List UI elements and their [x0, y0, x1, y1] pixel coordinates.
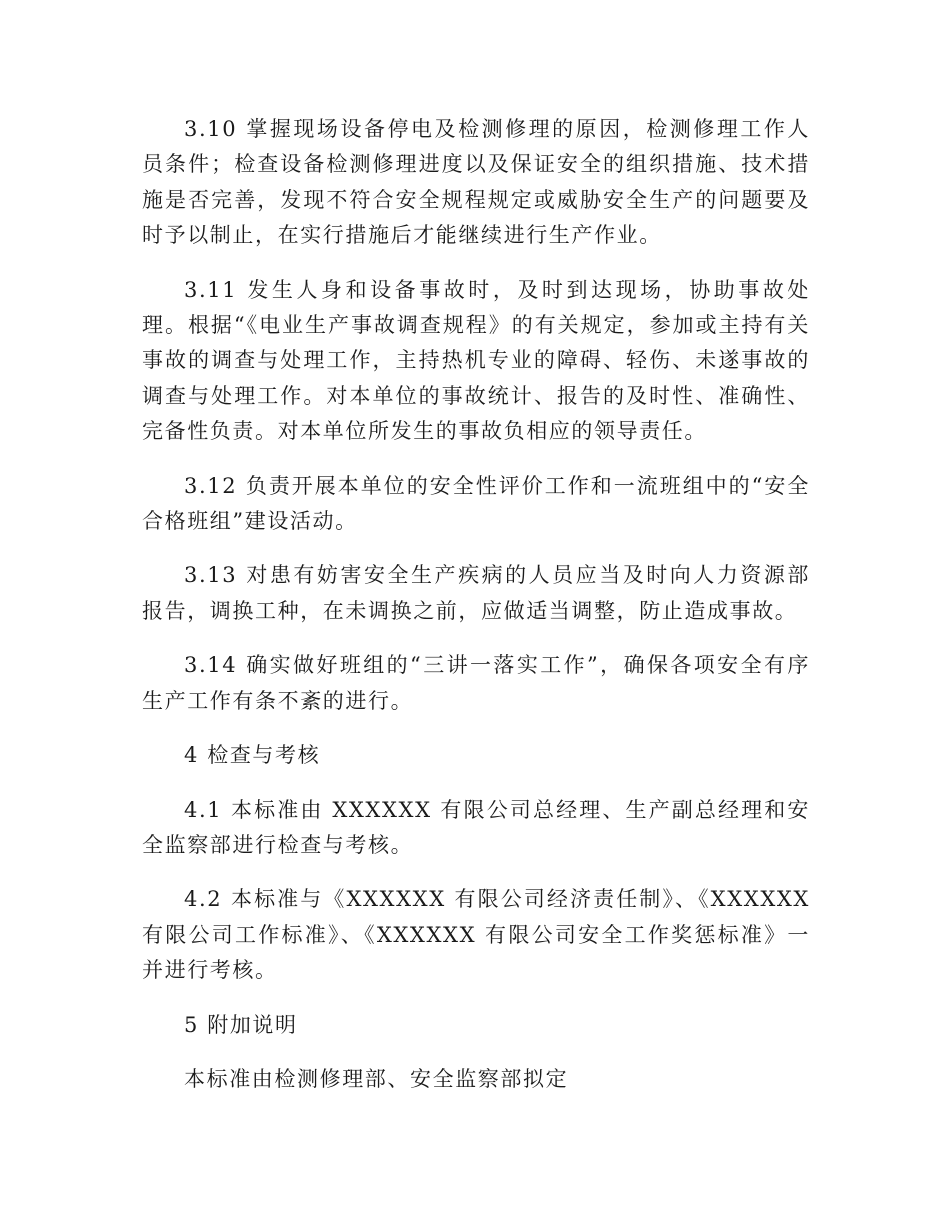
paragraph-3-12: 3.12 负责开展本单位的安全性评价工作和一流班组中的“安全合格班组”建设活动。 — [142, 473, 810, 534]
paragraph-5-note: 本标准由检测修理部、安全监察部拟定 — [184, 1066, 569, 1091]
paragraph-3-11: 3.11 发生人身和设备事故时，及时到达现场，协助事故处理。根据“《电业生产事故调查规程》的有关规定，参加或主持有关事故的调查与处理工作，主持热机专业的障碍、轻伤、未遂事故的调查与处理工作。对本单位的事故统计、报告的及时性、准确性、完备性负责。对本单位所发生的事故负相应的领导责任。 — [142, 277, 810, 444]
paragraph-3-13: 3.13 对患有妨害安全生产疾病的人员应当及时向人力资源部报告，调换工种，在未调换之前，应做适当调整，防止造成事故。 — [142, 563, 810, 623]
paragraph-3-10: 3.10 掌握现场设备停电及检测修理的原因，检测修理工作人员条件；检查设备检测修理进度以及保证安全的组织措施、技术措施是否完善，发现不符合安全规程规定或威胁安全生产的问题要及时予以制止，在实行措施后才能继续进行生产作业。 — [142, 117, 810, 248]
paragraph-3-14: 3.14 确实做好班组的“三讲一落实工作”，确保各项安全有序生产工作有条不紊的进行。 — [142, 653, 810, 713]
paragraph-4-2: 4.2 本标准与《XXXXXX 有限公司经济责任制》、《XXXXXX 有限公司工作标准》、《XXXXXX 有限公司安全工作奖惩标准》一并进行考核。 — [142, 887, 810, 983]
paragraph-4-1: 4.1 本标准由 XXXXXX 有限公司总经理、生产副总经理和安全监察部进行检查与考核。 — [142, 797, 810, 857]
section-heading-5: 5 附加说明 — [184, 1012, 298, 1037]
section-heading-4: 4 检查与考核 — [184, 743, 321, 768]
document-page — [142, 112, 810, 1097]
